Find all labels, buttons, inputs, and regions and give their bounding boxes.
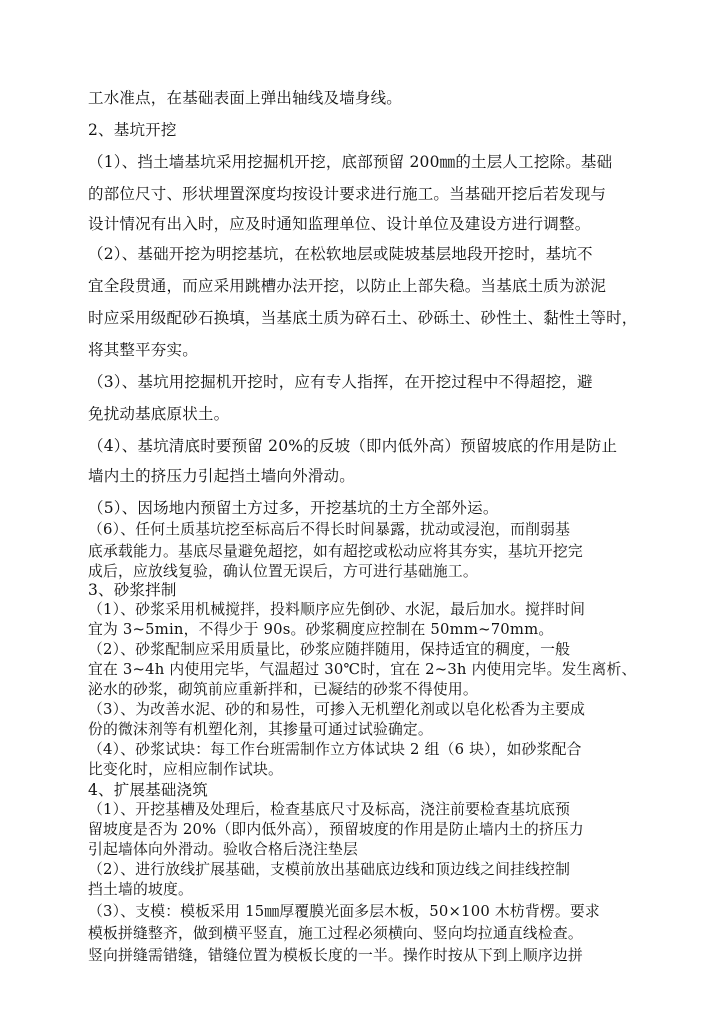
section-heading: 2、基坑开挖 xyxy=(88,121,177,139)
text-line: 模板拼缝整齐，做到横平竖直，施工过程必须横向、竖向均拉通直线检查。 xyxy=(88,925,583,942)
text-line: 比变化时，应相应制作试块。 xyxy=(88,761,283,778)
text-line: 成后，应放线复验，确认位置无误后，方可进行基础施工。 xyxy=(88,563,478,580)
text-line: （5）、因场地内预留土方过多，开挖基坑的土方全部外运。 xyxy=(88,499,499,517)
text-line: （4）、基坑清底时要预留 20%的反坡（即内低外高）预留坡底的作用是防止 xyxy=(88,437,618,455)
text-line: （4）、砂浆试块：每工作台班需制作立方体试块 2 组（6 块），如砂浆配合 xyxy=(88,741,582,758)
text-line: （3）、为改善水泥、砂的和易性，可掺入无机塑化剂或以皂化松香为主要成 xyxy=(88,701,586,718)
text-line: （6）、任何土质基坑挖至标高后不得长时间暴露，扰动或浸泡，而削弱基 xyxy=(88,521,571,538)
text-line: （1）、砂浆采用机械搅拌，投料顺序应先倒砂、水泥，最后加水。搅拌时间 xyxy=(88,601,586,618)
text-line: 的部位尺寸、形状埋置深度均按设计要求进行施工。当基础开挖后若发现与 xyxy=(88,185,607,203)
text-line: 时应采用级配砂石换填，当基底土质为碎石土、砂砾土、砂性土、黏性土等时， xyxy=(88,309,638,327)
text-line: （2）、基础开挖为明挖基坑，在松软地层或陡坡基层地段开挖时，基坑不 xyxy=(88,245,593,263)
text-line: 将其整平夯实。 xyxy=(88,341,198,359)
text-line: 墙内土的挤压力引起挡土墙向外滑动。 xyxy=(88,467,355,485)
text-line: 设计情况有出入时，应及时通知监理单位、设计单位及建设方进行调整。 xyxy=(88,215,591,233)
section-heading: 3、砂浆拌制 xyxy=(88,581,177,599)
text-line: （2）、砂浆配制应采用质量比，砂浆应随拌随用，保持适宜的稠度，一般 xyxy=(88,641,571,658)
text-line: 底承载能力。基底尽量避免超挖，如有超挖或松动应将其夯实，基坑开挖完 xyxy=(88,543,583,560)
text-line: 份的微沫剂等有机塑化剂，其掺量可通过试验确定。 xyxy=(88,721,433,738)
text-line: （2）、进行放线扩展基础，支模前放出基础底边线和顶边线之间挂线控制 xyxy=(88,861,571,878)
text-line: 免扰动基底原状土。 xyxy=(88,405,230,423)
text-line: 挡土墙的坡度。 xyxy=(88,881,193,898)
text-line: 工水准点，在基础表面上弹出轴线及墙身线。 xyxy=(88,89,403,107)
text-line: （3）、支模：模板采用 15㎜厚覆膜光面多层木板，50×100 木枋背楞。要求 xyxy=(88,903,600,920)
text-line: 引起墙体向外滑动。验收合格后浇注垫层 xyxy=(88,841,358,858)
text-line: 竖向拼缝需错缝，错缝位置为模板长度的一半。操作时按从下到上顺序边拼 xyxy=(88,947,583,964)
text-line: 宜为 3~5min，不得少于 90s。砂浆稠度应控制在 50mm~70mm。 xyxy=(88,621,554,638)
text-line: （3）、基坑用挖掘机开挖时，应有专人指挥，在开挖过程中不得超挖，避 xyxy=(88,373,593,391)
text-line: 宜在 3~4h 内使用完毕，气温超过 30℃时，宜在 2~3h 内使用完毕。发生离析、 xyxy=(88,661,637,678)
text-line: 泌水的砂浆，砌筑前应重新拌和，已凝结的砂浆不得使用。 xyxy=(88,681,478,698)
text-line: （1）、开挖基槽及处理后，检查基底尺寸及标高，浇注前要检查基坑底预 xyxy=(88,801,571,818)
text-line: （1）、挡土墙基坑采用挖掘机开挖，底部预留 200㎜的土层人工挖除。基础 xyxy=(88,153,613,171)
section-heading: 4、扩展基础浇筑 xyxy=(88,781,208,799)
text-line: 留坡度是否为 20%（即内低外高），预留坡度的作用是防止墙内土的挤压力 xyxy=(88,821,584,838)
text-line: 宜全段贯通，而应采用跳槽办法开挖，以防止上部失稳。当基底土质为淤泥 xyxy=(88,277,607,295)
